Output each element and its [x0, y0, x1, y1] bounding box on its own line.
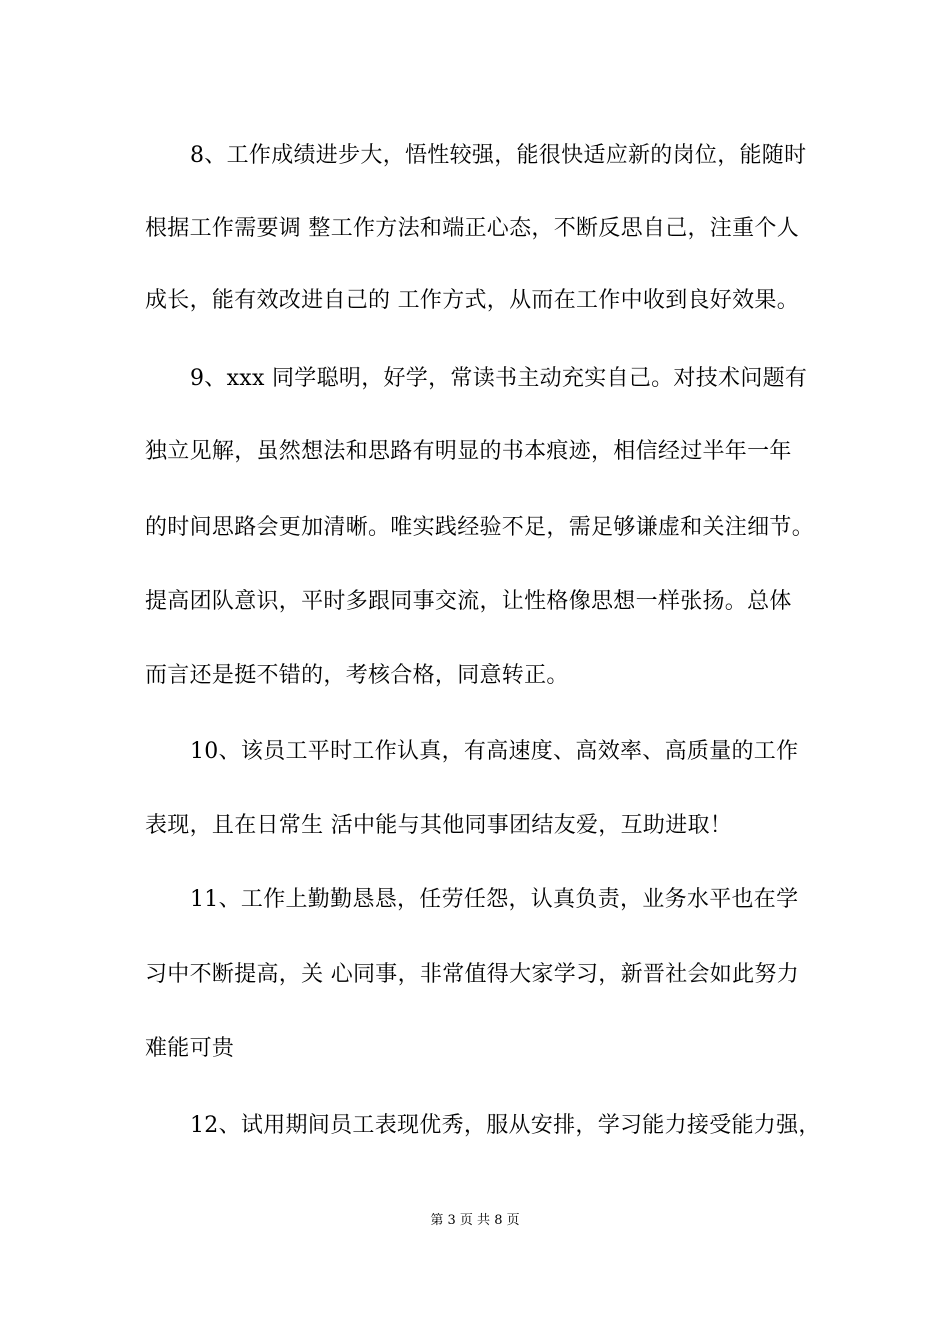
page-number-footer: 第 3 页 共 8 页 [430, 1213, 520, 1228]
paragraph-8-line-1: 8、工作成绩进步大，悟性较强，能很快适应新的岗位，能随时 [190, 143, 807, 168]
paragraph-11-line-2: 习中不断提高，关 心同事，非常值得大家学习，新晋社会如此努力 [145, 962, 799, 987]
paragraph-8-line-3: 成长，能有效改进自己的 工作方式，从而在工作中收到良好效果。 [145, 288, 799, 313]
paragraph-9-line-1: 9、xxx 同学聪明，好学，常读书主动充实自己。对技术问题有 [190, 366, 808, 391]
paragraph-8-line-2: 根据工作需要调 整工作方法和端正心态，不断反思自己，注重个人 [145, 216, 799, 241]
paragraph-9-line-4: 提高团队意识，平时多跟同事交流，让性格像思想一样张扬。总体 [145, 589, 792, 614]
paragraph-9-line-5: 而言还是挺不错的，考核合格，同意转正。 [145, 663, 569, 688]
paragraph-9-line-2: 独立见解，虽然想法和思路有明显的书本痕迹，相信经过半年一年 [145, 439, 792, 464]
paragraph-11-line-3: 难能可贵 [145, 1036, 235, 1061]
paragraph-10-line-1: 10、该员工平时工作认真，有高速度、高效率、高质量的工作 [190, 739, 799, 764]
paragraph-9-line-3: 的时间思路会更加清晰。唯实践经验不足，需足够谦虚和关注细节。 [145, 515, 815, 540]
paragraph-11-line-1: 11、工作上勤勤恳恳，任劳任怨，认真负责，业务水平也在学 [190, 887, 799, 912]
paragraph-10-line-2: 表现，且在日常生 活中能与其他同事团结友爱，互助进取！ [145, 813, 733, 838]
paragraph-12-line-1: 12、试用期间员工表现优秀，服从安排，学习能力接受能力强， [190, 1113, 821, 1138]
